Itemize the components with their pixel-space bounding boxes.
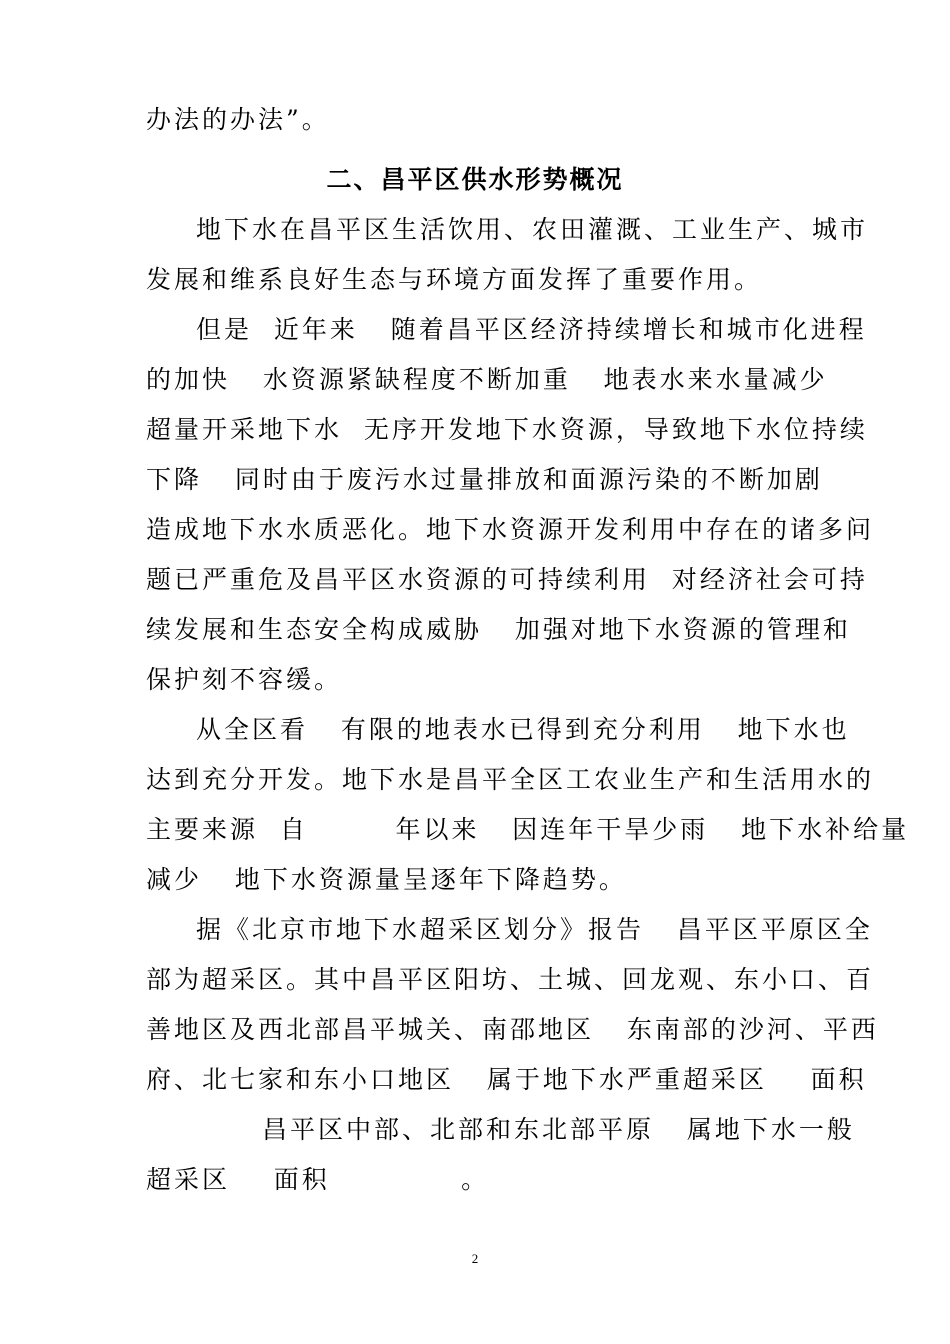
paragraph-line: 超量开采地下水 无序开发地下水资源，导致地下水位持续: [146, 415, 868, 444]
paragraph-line: 主要来源 自 年以来 因连年干旱少雨 地下水补给量: [146, 815, 910, 844]
paragraph-line: 善地区及西北部昌平城关、南邵地区 东南部的沙河、平西: [146, 1015, 879, 1044]
page-number: 2: [471, 1251, 479, 1266]
paragraph-line: 达到充分开发。地下水是昌平全区工农业生产和生活用水的: [146, 765, 875, 794]
paragraph-line: 的加快 水资源紧缺程度不断加重 地表水来水量减少: [146, 365, 828, 394]
paragraph-line: 地下水在昌平区生活饮用、农田灌溉、工业生产、城市: [196, 215, 869, 244]
paragraph-line: 但是 近年来 随着昌平区经济持续增长和城市化进程: [196, 315, 867, 344]
paragraph-line: 昌平区中部、北部和东北部平原 属地下水一般: [262, 1115, 855, 1144]
paragraph-line: 减少 地下水资源量呈逐年下降趋势。: [146, 865, 627, 894]
paragraph-line: 下降 同时由于废污水过量排放和面源污染的不断加剧: [146, 465, 823, 494]
paragraph-line: 超采区 面积 。: [146, 1165, 490, 1194]
paragraph-line: 题已严重危及昌平区水资源的可持续利用 对经济社会可持: [146, 565, 868, 594]
paragraph-line: 府、北七家和东小口地区 属于地下水严重超采区 面积: [146, 1065, 867, 1094]
paragraph-line: 据《北京市地下水超采区划分》报告 昌平区平原区全: [196, 915, 873, 944]
paragraph-line: 保护刻不容缓。: [146, 665, 343, 694]
paragraph-line: 发展和维系良好生态与环境方面发挥了重要作用。: [146, 265, 763, 294]
section-heading: 二、昌平区供水形势概况: [326, 165, 624, 194]
paragraph-line: 续发展和生态安全构成威胁 加强对地下水资源的管理和: [146, 615, 851, 644]
paragraph-line: 部为超采区。其中昌平区阳坊、土城、回龙观、东小口、百: [146, 965, 875, 994]
paragraph-line: 从全区看 有限的地表水已得到充分利用 地下水也: [196, 715, 850, 744]
paragraph-line: 办法的办法”。: [146, 105, 330, 134]
paragraph-line: 造成地下水水质恶化。地下水资源开发利用中存在的诸多问: [146, 515, 875, 544]
